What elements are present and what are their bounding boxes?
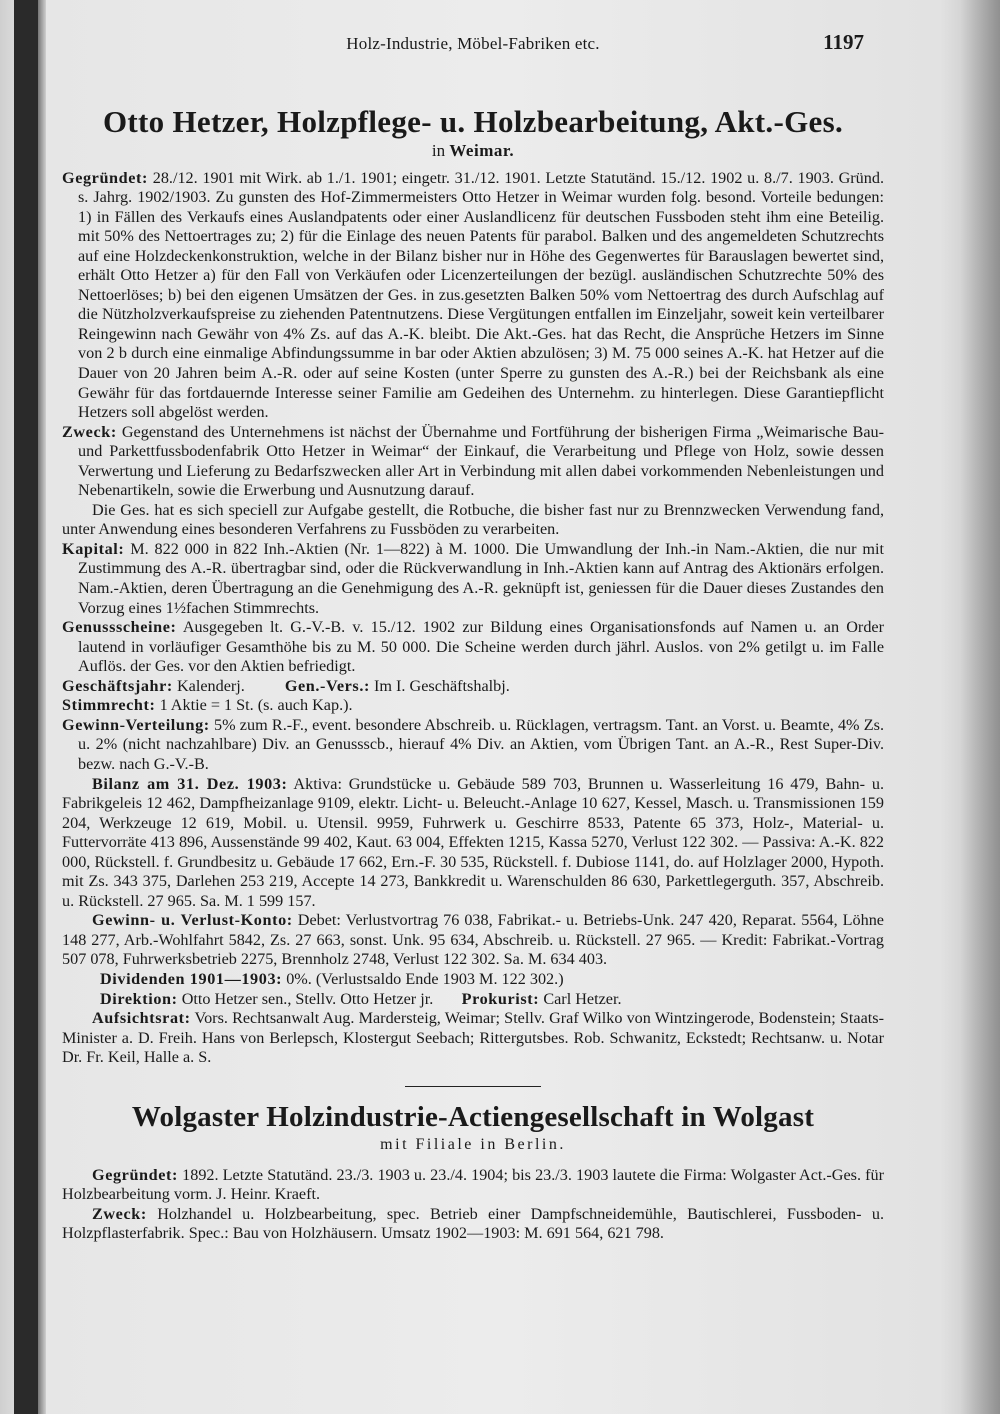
gewinn-verteilung-label: Gewinn-Verteilung: [62,715,210,734]
aufsichtsrat-text: Vors. Rechtsanwalt Aug. Mardersteig, Weimar; Stellv. Graf Wilko von Wintzingerode, Bodenstein; Staats-Minister a. D. Freih. Hans von Berlepsch, Klostergut Seebach; Rittergutsbes. Rob. Schwanitz, Eckstedt; Rechtsanw. u. Notar Dr. Fr. Keil, Halle a. S. [62,1009,884,1067]
company2-title: Wolgaster Holzindustrie-Actiengesellschaft in Wolgast [131,1100,815,1133]
genussscheine-label: Genussscheine: [62,618,177,637]
genussscheine-text: Ausgegeben lt. G.-V.-B. v. 15./12. 1902 zur Bildung eines Organisationsfonds auf Namen u. an Order lautend in vorläufiger Gesamthöhe bis zu M. 50 000. Die Scheine werden durch jährl. Auslos. von 2% getilgt u. im Falle Auflös. der Ges. vor den Aktien befriedigt. [78,618,884,676]
aufsichtsrat-label: Aufsichtsrat: [92,1009,191,1028]
zweck-text: Gegenstand des Unternehmens ist nächst der Übernahme und Fortführung der bisherigen Firma „Weimarische Bau- und Parkettfussbodenfabrik Otto Hetzer in Weimar“ der Einkauf, die Verarbeitung und Pflege von Holz, sowie dessen Verwertung und Lieferung zu Bedarfszwecken aller Art in Verbindung mit allen dabei vorkommenden Nebenleistungen und Nebenartikeln, sowie die Erwerbung und Ausnutzung darauf. [78,422,884,500]
gen-vers-text: Im I. Geschäftshalbj. [374,676,510,695]
company1-zweck [62,423,884,501]
geschaeftsjahr-text: Kalenderj. [176,676,245,695]
direktion-label: Direktion: [100,989,178,1008]
company1-dividenden [62,970,884,990]
company1-bilanz [62,775,884,912]
company1-gegruendet [62,169,884,423]
direktion-text: Otto Hetzer sen., Stellv. Otto Hetzer jr. [181,989,434,1008]
company2-subtitle: mit Filiale in Berlin. [380,1135,566,1153]
company2-zweck-label: Zweck: [92,1204,147,1223]
company1-kapital [62,540,884,618]
page-number: 1197 [823,30,864,54]
book-spine-shadow [14,0,38,1414]
company1-gewinn-verlust-konto [62,911,884,970]
gewinn-verteilung-text: 5% zum R.-F., event. besondere Abschreib. u. Rücklagen, vertragsm. Tant. an Vorst. u. Beamte, 4% Zs. u. 2% (nicht nachzahlbare) Div. an Genussscb., hierauf 4% Div. an Aktien, vom Übrigen Tant. an A.-R., Rest Super-Div. bezw. nach G.-V.-B. [78,715,884,773]
prokurist-label: Prokurist: [461,989,540,1008]
stimmrecht-text: 1 Aktie = 1 St. (s. auch Kap.). [159,696,353,715]
company2-gegruendet-label: Gegründet: [92,1165,179,1184]
section-divider [405,1086,541,1087]
bilanz-text: Aktiva: Grundstücke u. Gebäude 589 703, Brunnen u. Wasserleitung 16 479, Bahn- u. Fabrikgeleis 12 462, Dampfheizanlage 9109, elektr. Licht- u. Beleucht.-Anlage 10 627, Kessel, Masch. u. Transmissionen 159 204, Werkzeuge 12 619, Mobil. u. Utensil. 9959, Fuhrwerk u. Geschirre 8533, Patente 65 373, Holz-, Material- u. Futtervorräte 413 896, Aussenstände 99 402, Kaut. 63 004, Effekten 1215, Kassa 5270, Verlust 122 302. — Passiva: A.-K. 822 000, Rückstell. f. Grundbesitz u. Gebäude 17 662, Ern.-F. 30 535, Rückstell. f. Dubiose 1141, do. auf Holzlager 2000, Hypoth. mit Zs. 343 375, Darlehen 253 219, Accepte 14 273, Bankkredit u. Warenschulden 86 630, Parkettlegerguth. 357, Abschreib. u. Rückstell. 27 965. Sa. M. 1 599 157. [62,774,884,910]
right-page-edge [960,0,1000,1414]
company1-stimmrecht [62,696,884,716]
company1-gewinn-verteilung [62,716,884,775]
company1-genussscheine [62,618,884,677]
company1-body [62,169,884,1068]
company1-geschaeftsjahr-row [62,677,884,697]
page-content [62,30,884,1244]
guv-label: Gewinn- u. Verlust-Konto: [92,911,293,930]
stimmrecht-label: Stimmrecht: [62,696,156,715]
company1-aufsichtsrat [62,1009,884,1068]
gen-vers-label: Gen.-Vers.: [284,676,370,695]
company1-location [62,141,884,161]
company1-location-prefix: in [431,140,446,160]
kapital-label: Kapital: [62,539,125,558]
zweck-label: Zweck: [62,422,117,441]
geschaeftsjahr-label: Geschäftsjahr: [62,676,173,695]
company2-body [62,1166,884,1244]
running-head-title: Holz-Industrie, Möbel-Fabriken etc. [346,34,600,53]
dividenden-text: 0%. (Verlustsaldo Ende 1903 M. 122 302.) [286,969,564,988]
running-head [62,30,884,60]
company2-zweck [62,1205,884,1244]
company2-gegruendet-text: 1892. Letzte Statutänd. 23./3. 1903 u. 23./4. 1904; bis 23./3. 1903 lautete die Firma: Wolgaster Act.-Ges. für Holzbearbeitung vorm. J. Heinr. Kraeft. [62,1165,885,1204]
gegruendet-text: 28./12. 1901 mit Wirk. ab 1./1. 1901; eingetr. 31./12. 1901. Letzte Statutänd. 15./12. 1902 u. 8./7. 1903. Gründ. s. Jahrg. 1902/1903. Zu gunsten des Hof-Zimmermeisters Otto Hetzer in Weimar wurden folg. besond. Vorteile bedungen: 1) in Fällen des Verkaufs eines Auslandpatents oder einer Auslandlicenz für deutschen Fussboden steht ihm eine Beteilig. mit 50% des Nettoertrages zu; 2) für die Einlage des neuen Patents für parabol. Balken und des angemeldeten Schutzrechts auf eine Holzdeckenkonstruktion, welche in der Bilanz bisher nur in Höhe des Gegenwertes für Barauslagen bewertet sind, erhält Otto Hetzer a) für den Fall von Verkäufen oder Licenzerteilungen der bezügl. ausländischen Schutzrechte 50% des Nettoerlöses; b) bei den eigenen Umsätzen der Ges. in zus.gesetzten Balken 50% vom Nettoertrag des durch Aufschlag auf die Nützholzverkaufspreise zu ziehenden Patentnutzens. Diese Vergütungen entfallen im Einzeljahr, soweit kein verteilbarer Reingewinn nach Gewähr von 4% Zs. auf das A.-K. bleibt. Die Akt.-Ges. hat das Recht, die Ansprüche Hetzers im Sinne von 2 b durch eine einmalige Abfindungssumme in bar oder Aktien abzulösen; 3) M. 75 000 seines A.-K. hat Hetzer auf die Dauer von 20 Jahren beim A.-R. oder auf seine Kosten (unter Sperre zu gunsten des A.-R.) bei der Reichsbank als eine Gewähr für das fortdauernde Interesse seiner Familie am Gedeihen des Unternehm. zu hinterlegen. Diese Garantiepflicht Hetzers soll abgelöst werden. [78,168,884,422]
kapital-text: M. 822 000 in 822 Inh.-Aktien (Nr. 1—822) à M. 1000. Die Umwandlung der Inh.-in Nam.-Aktien, die nur mit Zustimmung des A.-R. übertragbar sind, oder die Rückverwandlung in Inh.-Aktien kann auf Antrag des Aktionärs erfolgen. Nam.-Aktien, deren Übertragung an die Genehmigung des A.-R. geknüpft ist, geniessen für die Dauer dieses Zustandes den Vorzug eines 1½fachen Stimmrechts. [78,539,885,617]
company1-title: Otto Hetzer, Holzpflege- u. Holzbearbeitung, Akt.-Ges. [103,104,843,139]
company2-zweck-text: Holzhandel u. Holzbearbeitung, spec. Betrieb einer Dampfschneidemühle, Bautischlerei, Fussboden- u. Holzpflasterfabrik. Spec.: Bau von Holzhäusern. Umsatz 1902—1903: M. 691 564, 621 798. [62,1204,885,1243]
company1-direktion [62,990,884,1010]
dividenden-label: Dividenden 1901—1903: [100,969,283,988]
company1-location-city: Weimar. [449,140,515,160]
company2-gegruendet [62,1166,884,1205]
company1-zweck-extra: Die Ges. hat es sich speciell zur Aufgabe gestellt, die Rotbuche, die bisher fast nur zu Brennzwecken Verwendung fand, unter Anwendung eines besonderen Verfahrens zu Fussböden zu verarbeiten. [62,500,884,539]
spine-edge-gradient [38,0,46,1414]
generalversammlung [285,677,510,697]
bilanz-label: Bilanz am 31. Dez. 1903: [92,774,288,793]
prokurist-text: Carl Hetzer. [543,989,622,1008]
gegruendet-label: Gegründet: [62,168,149,187]
guv-text: Debet: Verlustvortrag 76 038, Fabrikat.- u. Betriebs-Unk. 247 420, Reparat. 5564, Löhne 148 277, Arb.-Wohlfahrt 5842, Zs. 27 663, sonst. Unk. 95 634, Abschreib. u. Rückstell. 27 965. — Kredit: Fabrikat.-Vortrag 507 078, Fuhrwerksbetrieb 2275, Brennholz 2748, Verlust 122 302. Sa. M. 634 403. [62,911,884,969]
geschaeftsjahr [62,677,245,697]
